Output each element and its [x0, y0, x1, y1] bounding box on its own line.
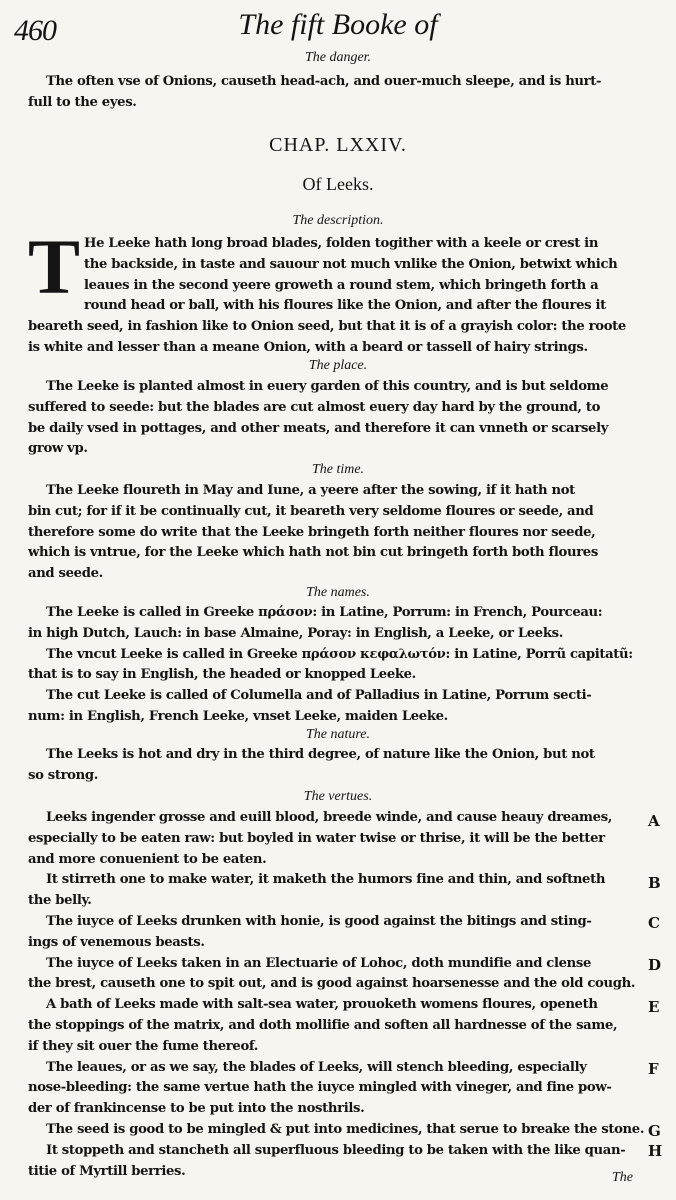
- text-line: Leeks ingender grosse and euill blood, breede winde, and cause heauy dreames,: [46, 810, 613, 825]
- text-line: The often vse of Onions, causeth head-ach, and ouer-much sleepe, and is hurt-: [46, 74, 602, 89]
- text-line: round head or ball, with his floures like the Onion, and after the floures it: [84, 298, 606, 314]
- text-line: leaues in the second yeere groweth a round stem, which bringeth forth a: [84, 277, 599, 293]
- margin-letter: G: [648, 1122, 661, 1140]
- drop-cap: T: [28, 223, 81, 310]
- text-line: He Leeke hath long broad blades, folden togither with a keele or crest in: [84, 236, 599, 251]
- text-line: the backside, in taste and sauour not much vnlike the Onion, betwixt which: [84, 256, 618, 272]
- text-line: so strong.: [28, 767, 98, 783]
- section-heading-names: The names.: [306, 585, 370, 600]
- text-line: the belly.: [28, 893, 92, 909]
- paragraph-names: [28, 603, 648, 728]
- text-line: nose-bleeding: the same vertue hath the iuyce mingled with vineger, and fine pow-: [28, 1080, 612, 1096]
- chapter-title: Of Leeks.: [302, 174, 374, 194]
- text-line: The leaues, or as we say, the blades of Leeks, will stench bleeding, especially: [46, 1059, 587, 1075]
- text-line: and seede.: [28, 566, 103, 582]
- text-line: The seed is good to be mingled & put into medicines, that serue to breake the stone.: [46, 1121, 645, 1137]
- margin-letter: H: [648, 1142, 663, 1160]
- text-line: titie of Myrtill berries.: [28, 1163, 186, 1179]
- section-heading-danger: The danger.: [304, 50, 372, 65]
- text-line: if they sit ouer the fume thereof.: [28, 1038, 258, 1054]
- text-line: suffered to seede: but the blades are cut almost euery day hard by the ground, to: [28, 399, 601, 415]
- chapter-number: CHAP. LXXIV.: [269, 134, 407, 156]
- text-line: the stoppings of the matrix, and doth mollifie and soften all hardnesse of the same,: [28, 1017, 618, 1033]
- text-line: A bath of Leeks made with salt-sea water, prouoketh womens floures, openeth: [46, 997, 598, 1013]
- text-line: therefore some do write that the Leeke bringeth forth neither floures nor seede,: [28, 524, 596, 540]
- text-line: The iuyce of Leeks taken in an Electuarie of Lohoc, doth mundifie and clense: [46, 955, 592, 971]
- text-line: grow vp.: [28, 441, 88, 457]
- paragraph-place: [28, 377, 648, 460]
- text-line: beareth seed, in fashion like to Onion seed, but that it is of a grayish color: the roote: [28, 319, 626, 335]
- text-line: and more conuenient to be eaten.: [28, 851, 267, 867]
- text-line: The iuyce of Leeks drunken with honie, is good against the bitings and sting-: [46, 913, 592, 929]
- text-line: The Leeke is planted almost in euery garden of this country, and is but seldome: [46, 379, 609, 394]
- text-line: bin cut; for if it be continually cut, it beareth very seldome floures or seede, and: [28, 503, 594, 519]
- paragraph-vertues: [28, 808, 648, 1182]
- text-line: in high Dutch, Lauch: in base Almaine, Poray: in English, a Leeke, or Leeks.: [28, 625, 563, 641]
- text-line: num: in English, French Leeke, vnset Leeke, maiden Leeke.: [28, 708, 448, 724]
- margin-letter: E: [648, 998, 660, 1016]
- catchword: The: [612, 1170, 633, 1185]
- text-line: The Leeke floureth in May and Iune, a yeere after the sowing, if it hath not: [46, 483, 575, 498]
- running-head: The fift Booke of: [238, 8, 438, 41]
- section-heading-nature: The nature.: [305, 727, 371, 742]
- margin-letter: B: [648, 874, 661, 892]
- paragraph-nature: [28, 745, 648, 787]
- section-heading-place: The place.: [308, 358, 368, 373]
- text-line: The cut Leeke is called of Columella and of Palladius in Latine, Porrum secti-: [46, 688, 592, 704]
- text-line: The vncut Leeke is called in Greeke πράσον κεφαλωτόν: in Latine, Porrũ capitatũ:: [46, 646, 633, 662]
- text-line: is white and lesser than a meane Onion, with a beard or tassell of hairy strings.: [28, 339, 588, 355]
- text-line: the brest, causeth one to spit out, and is good against hoarsenesse and the old cough.: [28, 976, 636, 992]
- text-line: which is vntrue, for the Leeke which hath not bin cut bringeth forth both floures: [28, 545, 598, 561]
- margin-letter: C: [648, 914, 660, 932]
- paragraph-danger: [28, 72, 648, 114]
- page-number: 460: [14, 14, 56, 47]
- text-line: ings of venemous beasts.: [28, 934, 205, 950]
- text-line: It stirreth one to make water, it maketh the humors fine and thin, and softneth: [46, 872, 606, 888]
- text-line: der of frankincense to be put into the nosthrils.: [28, 1101, 365, 1117]
- text-line: The Leeke is called in Greeke πράσον: in Latine, Porrum: in French, Pourceau:: [46, 605, 603, 620]
- text-line: especially to be eaten raw: but boyled in water twise or thrise, it will be the better: [28, 830, 605, 846]
- section-heading-vertues: The vertues.: [303, 789, 373, 804]
- section-heading-time: The time.: [311, 462, 365, 477]
- text-line: that is to say in English, the headed or knopped Leeke.: [28, 667, 416, 683]
- margin-letter: F: [648, 1060, 659, 1078]
- text-line: full to the eyes.: [28, 94, 137, 110]
- paragraph-description: [28, 234, 648, 359]
- section-heading-description: The description.: [292, 213, 384, 228]
- margin-letter: A: [648, 812, 660, 830]
- text-line: The Leeks is hot and dry in the third degree, of nature like the Onion, but not: [46, 747, 595, 762]
- text-line: It stoppeth and stancheth all superfluous bleeding to be taken with the like quan-: [46, 1142, 626, 1158]
- paragraph-time: [28, 481, 648, 585]
- margin-letter: D: [648, 956, 662, 974]
- text-line: be daily vsed in pottages, and other meats, and therefore it can vnneth or scarsely: [28, 420, 609, 436]
